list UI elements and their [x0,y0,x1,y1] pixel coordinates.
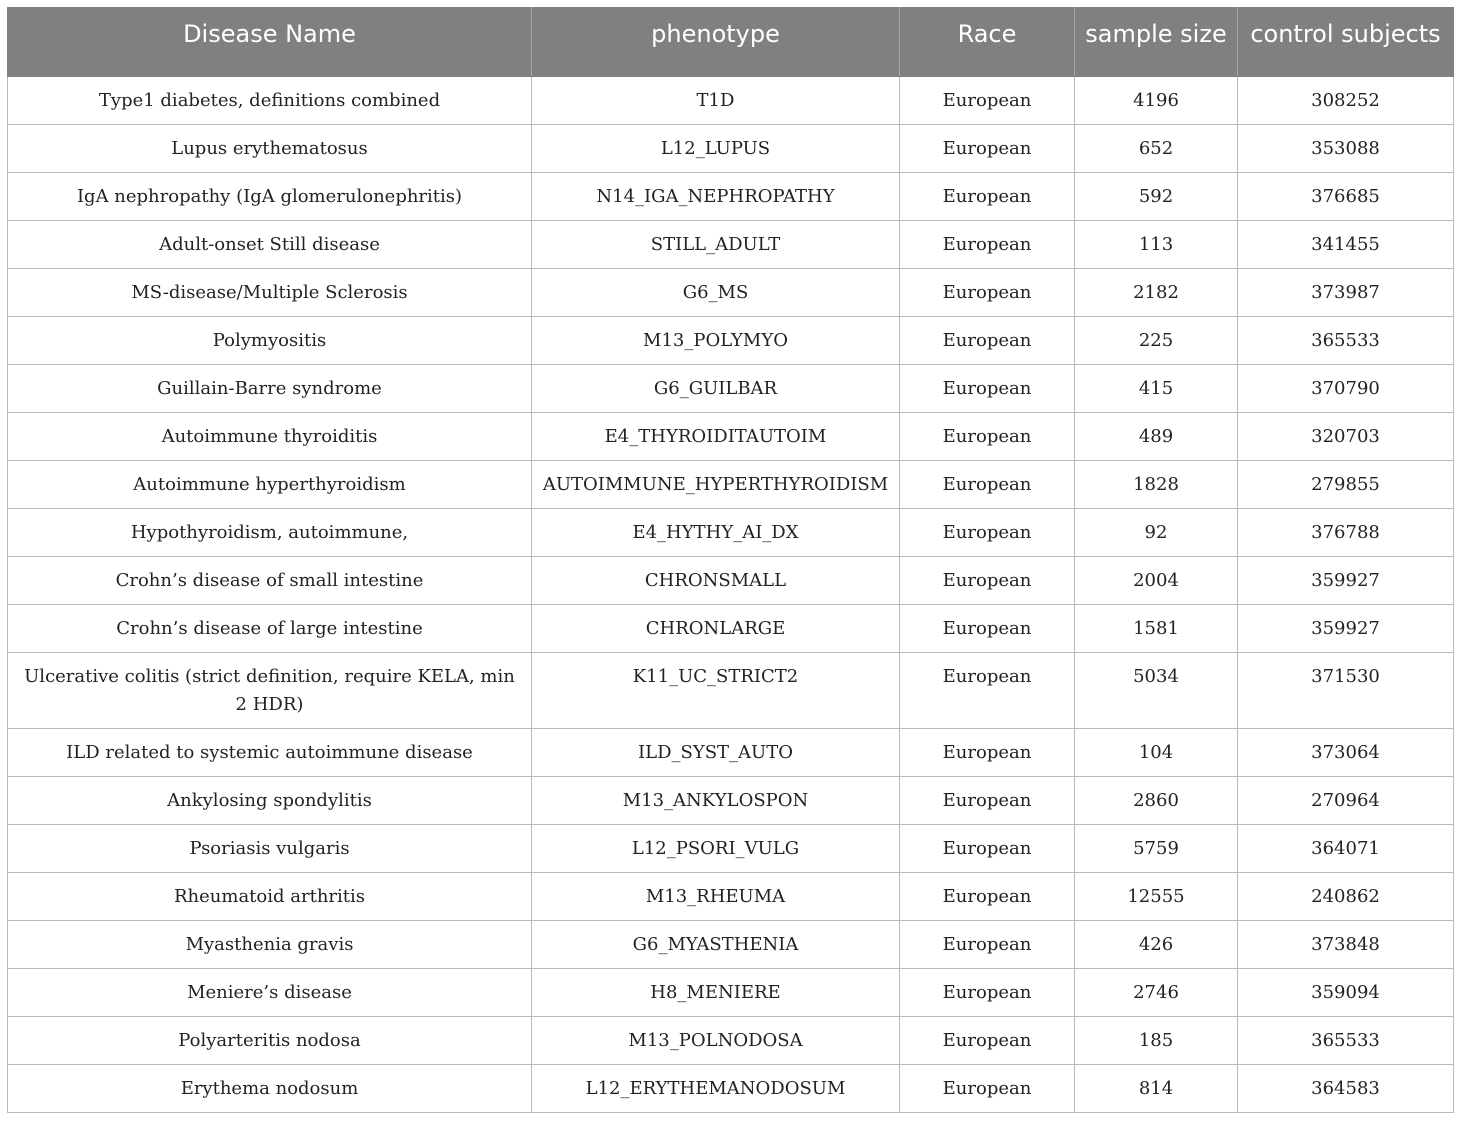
disease-name-cell: Adult-onset Still disease [8,221,532,269]
sample-size-cell: 12555 [1075,873,1238,921]
sample-size-cell: 415 [1075,365,1238,413]
sample-size-cell: 5759 [1075,825,1238,873]
table-body [8,77,1454,1113]
race-cell: European [900,509,1075,557]
disease-name-cell: Myasthenia gravis [8,921,532,969]
race-cell: European [900,1065,1075,1113]
phenotype-cell: K11_UC_STRICT2 [532,653,900,729]
race-cell: European [900,873,1075,921]
phenotype-cell: G6_MYASTHENIA [532,921,900,969]
control-subjects-cell: 353088 [1238,125,1454,173]
table-row [8,729,1454,777]
phenotype-cell: L12_LUPUS [532,125,900,173]
disease-name-cell: Ankylosing spondylitis [8,777,532,825]
phenotype-cell: AUTOIMMUNE_HYPERTHYROIDISM [532,461,900,509]
race-cell: European [900,653,1075,729]
table-row [8,365,1454,413]
control-subjects-cell: 270964 [1238,777,1454,825]
disease-name-cell: Type1 diabetes, definitions combined [8,77,532,125]
disease-name-cell: ILD related to systemic autoimmune disease [8,729,532,777]
disease-name-cell: Guillain-Barre syndrome [8,365,532,413]
phenotype-cell: E4_HYTHY_AI_DX [532,509,900,557]
phenotype-cell: M13_POLYMYO [532,317,900,365]
disease-table [7,7,1454,1113]
sample-size-cell: 1828 [1075,461,1238,509]
phenotype-cell: M13_POLNODOSA [532,1017,900,1065]
control-subjects-cell: 365533 [1238,1017,1454,1065]
disease-name-cell: MS-disease/Multiple Sclerosis [8,269,532,317]
race-cell: European [900,921,1075,969]
table-row [8,317,1454,365]
phenotype-cell: L12_ERYTHEMANODOSUM [532,1065,900,1113]
disease-name-cell: Polyarteritis nodosa [8,1017,532,1065]
control-subjects-cell: 359094 [1238,969,1454,1017]
disease-name-cell: Crohn’s disease of large intestine [8,605,532,653]
phenotype-cell: L12_PSORI_VULG [532,825,900,873]
sample-size-cell: 814 [1075,1065,1238,1113]
control-subjects-cell: 359927 [1238,557,1454,605]
race-cell: European [900,269,1075,317]
control-subjects-cell: 373848 [1238,921,1454,969]
disease-name-cell: Polymyositis [8,317,532,365]
sample-size-cell: 2182 [1075,269,1238,317]
table-row [8,825,1454,873]
phenotype-cell: G6_GUILBAR [532,365,900,413]
race-cell: European [900,221,1075,269]
control-subjects-cell: 308252 [1238,77,1454,125]
table-row [8,969,1454,1017]
sample-size-cell: 2004 [1075,557,1238,605]
phenotype-cell: STILL_ADULT [532,221,900,269]
sample-size-cell: 225 [1075,317,1238,365]
table-row [8,77,1454,125]
disease-name-cell: Hypothyroidism, autoimmune, [8,509,532,557]
table-row [8,509,1454,557]
control-subjects-cell: 341455 [1238,221,1454,269]
table-row [8,221,1454,269]
race-cell: European [900,777,1075,825]
table-row [8,777,1454,825]
phenotype-cell: CHRONSMALL [532,557,900,605]
disease-name-cell: IgA nephropathy (IgA glomerulonephritis) [8,173,532,221]
phenotype-cell: M13_RHEUMA [532,873,900,921]
header-row [8,8,1454,77]
sample-size-cell: 5034 [1075,653,1238,729]
control-subjects-cell: 373987 [1238,269,1454,317]
control-subjects-cell: 359927 [1238,605,1454,653]
phenotype-cell: N14_IGA_NEPHROPATHY [532,173,900,221]
sample-size-cell: 2746 [1075,969,1238,1017]
table-row [8,269,1454,317]
race-cell: European [900,317,1075,365]
disease-name-cell: Psoriasis vulgaris [8,825,532,873]
control-subjects-cell: 320703 [1238,413,1454,461]
disease-name-cell: Lupus erythematosus [8,125,532,173]
race-cell: European [900,173,1075,221]
phenotype-cell: G6_MS [532,269,900,317]
table-row [8,413,1454,461]
disease-name-cell: Ulcerative colitis (strict definition, require KELA, min 2 HDR) [8,653,532,729]
sample-size-cell: 104 [1075,729,1238,777]
control-subjects-cell: 371530 [1238,653,1454,729]
column-header-phenotype: phenotype [532,8,900,77]
table-row [8,557,1454,605]
table-row [8,605,1454,653]
disease-name-cell: Autoimmune hyperthyroidism [8,461,532,509]
disease-name-cell: Meniere’s disease [8,969,532,1017]
phenotype-cell: CHRONLARGE [532,605,900,653]
sample-size-cell: 2860 [1075,777,1238,825]
disease-name-cell: Autoimmune thyroiditis [8,413,532,461]
sample-size-cell: 1581 [1075,605,1238,653]
sample-size-cell: 4196 [1075,77,1238,125]
race-cell: European [900,1017,1075,1065]
control-subjects-cell: 370790 [1238,365,1454,413]
control-subjects-cell: 364583 [1238,1065,1454,1113]
phenotype-cell: ILD_SYST_AUTO [532,729,900,777]
phenotype-cell: M13_ANKYLOSPON [532,777,900,825]
race-cell: European [900,413,1075,461]
table-row [8,461,1454,509]
disease-name-cell: Rheumatoid arthritis [8,873,532,921]
table-row [8,653,1454,729]
table-row [8,173,1454,221]
disease-name-cell: Crohn’s disease of small intestine [8,557,532,605]
control-subjects-cell: 365533 [1238,317,1454,365]
column-header-sample-size: sample size [1075,8,1238,77]
control-subjects-cell: 373064 [1238,729,1454,777]
control-subjects-cell: 279855 [1238,461,1454,509]
race-cell: European [900,605,1075,653]
race-cell: European [900,969,1075,1017]
sample-size-cell: 592 [1075,173,1238,221]
table-row [8,1065,1454,1113]
table-row [8,125,1454,173]
column-header-disease-name: Disease Name [8,8,532,77]
sample-size-cell: 489 [1075,413,1238,461]
race-cell: European [900,461,1075,509]
phenotype-cell: T1D [532,77,900,125]
control-subjects-cell: 364071 [1238,825,1454,873]
race-cell: European [900,125,1075,173]
table-row [8,873,1454,921]
race-cell: European [900,729,1075,777]
control-subjects-cell: 376788 [1238,509,1454,557]
sample-size-cell: 92 [1075,509,1238,557]
table-header [8,8,1454,77]
table-row [8,921,1454,969]
race-cell: European [900,365,1075,413]
race-cell: European [900,557,1075,605]
race-cell: European [900,77,1075,125]
control-subjects-cell: 376685 [1238,173,1454,221]
sample-size-cell: 652 [1075,125,1238,173]
phenotype-cell: E4_THYROIDITAUTOIM [532,413,900,461]
disease-name-cell: Erythema nodosum [8,1065,532,1113]
column-header-race: Race [900,8,1075,77]
phenotype-cell: H8_MENIERE [532,969,900,1017]
table-row [8,1017,1454,1065]
sample-size-cell: 113 [1075,221,1238,269]
disease-table-container [7,7,1453,1113]
sample-size-cell: 185 [1075,1017,1238,1065]
column-header-control-subjects: control subjects [1238,8,1454,77]
race-cell: European [900,825,1075,873]
sample-size-cell: 426 [1075,921,1238,969]
control-subjects-cell: 240862 [1238,873,1454,921]
